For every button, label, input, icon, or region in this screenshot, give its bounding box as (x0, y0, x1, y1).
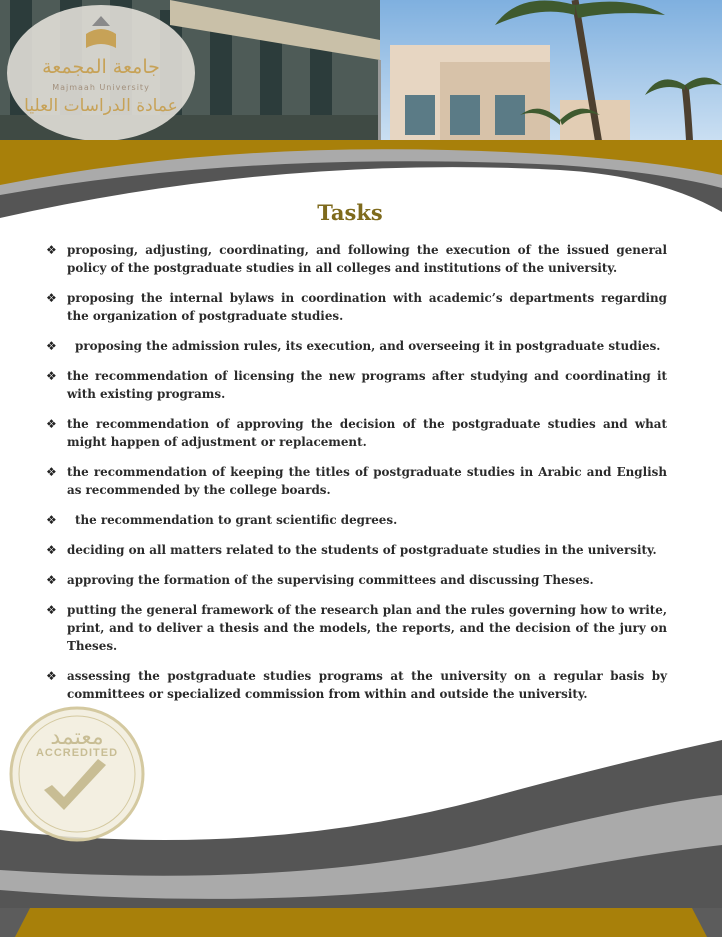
task-item: ❖ proposing the internal bylaws in coordination with academic’s departments regarding the organization of postgraduate studies. (46, 291, 667, 323)
accreditation-seal (6, 705, 148, 843)
seal-arabic-text: معتمد (50, 725, 104, 750)
diamond-bullet-icon: ❖ (46, 417, 57, 431)
university-logo (6, 4, 196, 142)
diamond-bullet-icon: ❖ (46, 243, 57, 257)
logo-arabic-name: جامعة المجمعة (42, 56, 160, 78)
diamond-bullet-icon: ❖ (46, 603, 57, 617)
task-item: ❖ the recommendation to grant scientific degrees. (46, 513, 398, 527)
tasks-list (46, 241, 667, 715)
task-item: ❖ the recommendation of approving the decision of the postgraduate studies and what might happen of adjustment or replacement. (46, 417, 667, 449)
task-item: ❖ the recommendation of licensing the new programs after studying and coordinating it with existing programs. (46, 369, 667, 401)
page-title: Tasks (317, 200, 383, 225)
diamond-bullet-icon: ❖ (46, 573, 57, 587)
task-item: ❖ proposing, adjusting, coordinating, and following the execution of the issued general policy of the postgraduate studies in all colleges and institutions of the university. (46, 243, 667, 275)
task-item: ❖ approving the formation of the supervising committees and discussing Theses. (46, 573, 594, 587)
task-item: ❖ proposing the admission rules, its execution, and overseeing it in postgraduate studies. (46, 339, 661, 353)
diamond-bullet-icon: ❖ (46, 513, 57, 527)
task-item: ❖ deciding on all matters related to the students of postgraduate studies in the university. (46, 543, 657, 557)
task-item: ❖ putting the general framework of the research plan and the rules governing how to write, print, and to deliver a thesis and the models, the reports, and the decision of the jury on Theses. (46, 603, 667, 653)
diamond-bullet-icon: ❖ (46, 543, 57, 557)
seal-english-text: ACCREDITED (35, 747, 119, 759)
logo-english-name: Majmaah University (52, 83, 150, 92)
task-item: ❖ the recommendation of keeping the titles of postgraduate studies in Arabic and English as recommended by the college boards. (46, 465, 667, 497)
diamond-bullet-icon: ❖ (46, 339, 57, 353)
diamond-bullet-icon: ❖ (46, 369, 57, 383)
diamond-bullet-icon: ❖ (46, 669, 57, 683)
task-item: ❖ assessing the postgraduate studies programs at the university on a regular basis by committees or specialized commission from within and outside the university. (46, 669, 667, 701)
logo-arabic-deanship: عمادة الدراسات العليا (24, 96, 178, 116)
diamond-bullet-icon: ❖ (46, 465, 57, 479)
diamond-bullet-icon: ❖ (46, 291, 57, 305)
